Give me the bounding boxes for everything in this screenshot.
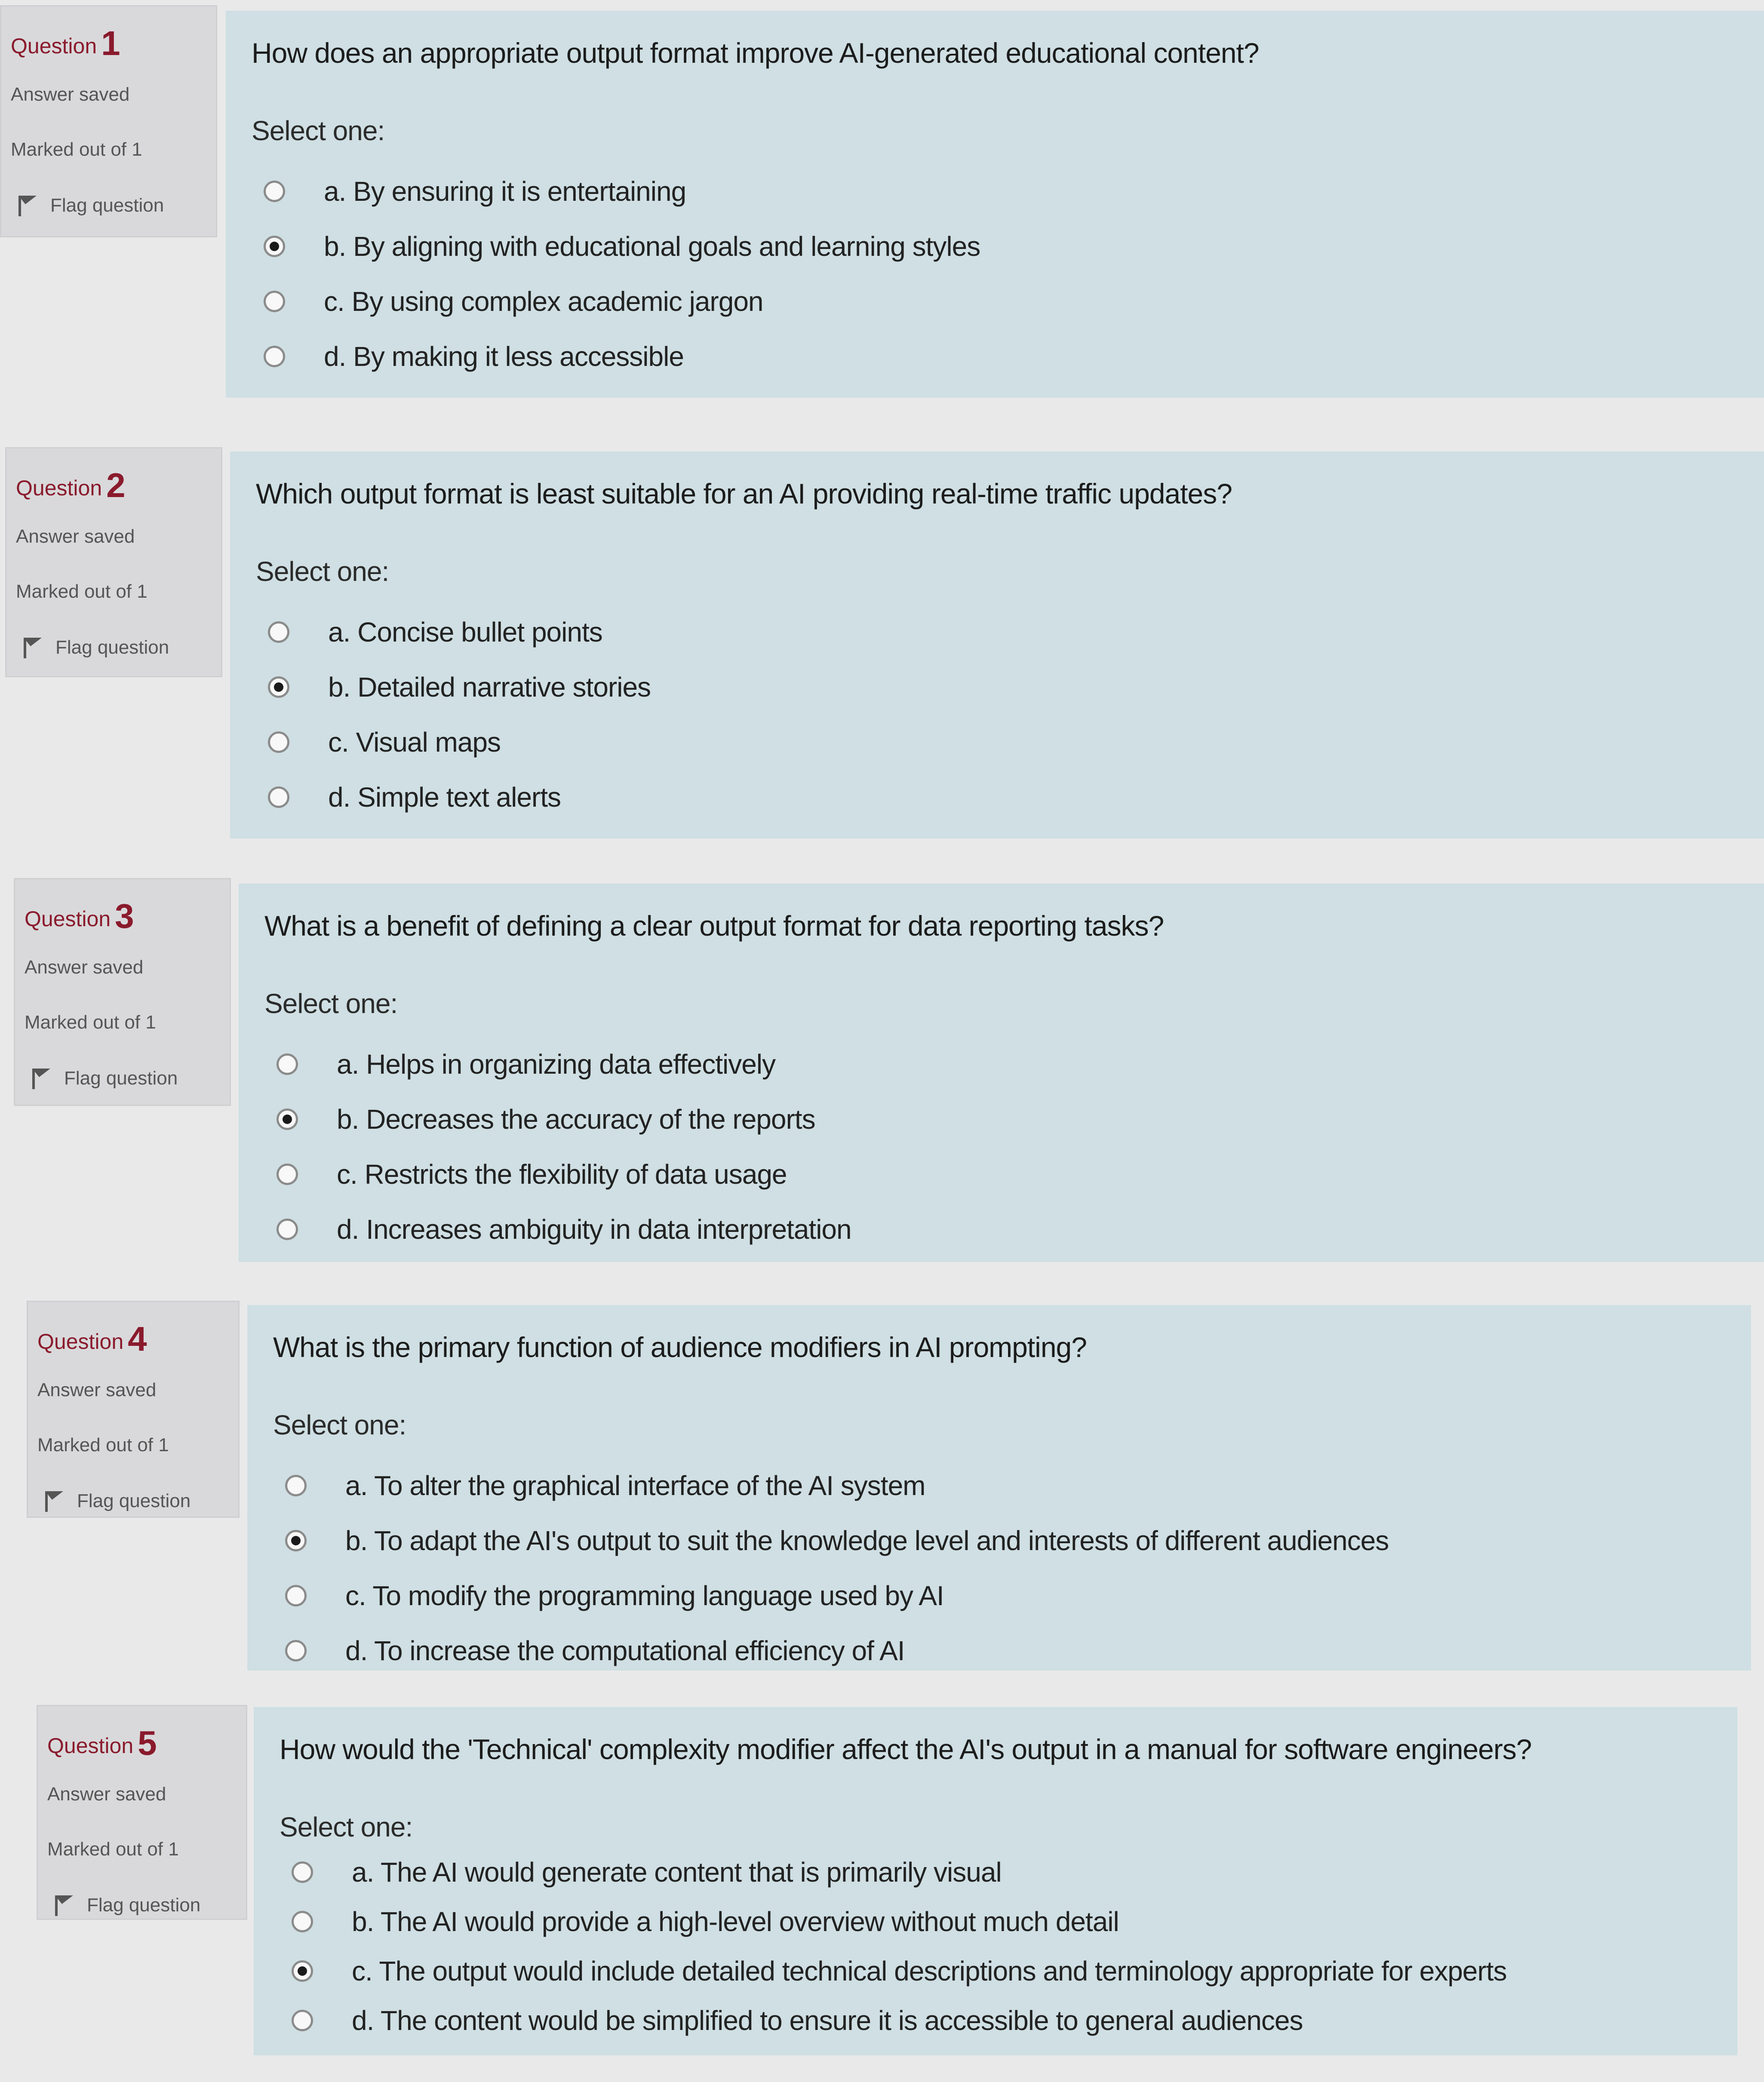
answer-list xyxy=(264,1037,1738,1257)
question-info-box xyxy=(27,1301,240,1518)
question-state: Answer saved xyxy=(16,526,135,547)
answer-option-c[interactable] xyxy=(280,1946,1712,1996)
radio-button[interactable] xyxy=(292,2010,313,2031)
radio-button[interactable] xyxy=(292,1911,313,1932)
question-number xyxy=(25,897,220,936)
answer-label: a. The AI would generate content that is primarily visual xyxy=(352,1856,1002,1888)
radio-button-checked[interactable] xyxy=(277,1109,298,1130)
radio-button[interactable] xyxy=(285,1640,307,1661)
answer-option-c[interactable] xyxy=(273,1568,1725,1623)
answer-option-d[interactable] xyxy=(264,1202,1738,1257)
answer-list xyxy=(252,164,1738,384)
question-number xyxy=(11,24,206,63)
question-number-value: 2 xyxy=(106,466,126,504)
answer-label: a. Helps in organizing data effectively xyxy=(337,1049,775,1080)
question-text: What is the primary function of audience modifiers in AI prompting? xyxy=(273,1331,1087,1363)
flag-question-link[interactable] xyxy=(16,636,212,659)
question-text: Which output format is least suitable for an AI providing real-time traffic updates? xyxy=(256,478,1232,510)
answer-label: b. By aligning with educational goals and learning styles xyxy=(324,231,980,262)
answer-label: d. Simple text alerts xyxy=(328,782,561,813)
question-state: Answer saved xyxy=(37,1379,157,1400)
radio-button[interactable] xyxy=(292,1861,313,1883)
radio-button[interactable] xyxy=(277,1219,298,1240)
answer-option-b[interactable] xyxy=(252,219,1738,274)
answer-label: c. The output would include detailed technical descriptions and terminology appropriate for experts xyxy=(352,1955,1507,1987)
question-text: What is a benefit of defining a clear output format for data reporting tasks? xyxy=(264,910,1164,942)
flag-icon xyxy=(22,636,43,659)
question-info-box xyxy=(14,878,231,1106)
question-grade: Marked out of 1 xyxy=(16,581,148,602)
question-number xyxy=(47,1723,237,1763)
radio-button[interactable] xyxy=(277,1053,298,1075)
answer-label: c. Visual maps xyxy=(328,727,501,758)
answer-option-b[interactable] xyxy=(273,1513,1725,1568)
flag-question-label: Flag question xyxy=(64,1068,178,1089)
answer-label: d. Increases ambiguity in data interpretation xyxy=(337,1214,851,1245)
question-text: How would the 'Technical' complexity modifier affect the AI's output in a manual for software engineers? xyxy=(280,1733,1532,1765)
question-content xyxy=(239,884,1764,1262)
answer-label: c. Restricts the flexibility of data usage xyxy=(337,1159,787,1190)
answer-label: c. To modify the programming language used by AI xyxy=(345,1580,944,1611)
question-state: Answer saved xyxy=(11,84,130,105)
radio-button[interactable] xyxy=(285,1475,307,1496)
answer-option-a[interactable] xyxy=(264,1037,1738,1092)
flag-icon xyxy=(17,194,38,217)
radio-button-checked[interactable] xyxy=(268,676,289,698)
question-number-value: 1 xyxy=(101,24,120,62)
question-number xyxy=(16,466,212,505)
question-grade: Marked out of 1 xyxy=(37,1434,169,1456)
flag-icon xyxy=(31,1067,52,1090)
question-number-value: 4 xyxy=(128,1320,147,1358)
radio-button[interactable] xyxy=(268,621,289,643)
question-info-box xyxy=(5,447,222,677)
answer-option-d[interactable] xyxy=(273,1623,1725,1678)
flag-question-label: Flag question xyxy=(87,1895,201,1916)
radio-button[interactable] xyxy=(277,1164,298,1185)
answer-option-c[interactable] xyxy=(256,715,1738,770)
question-grade: Marked out of 1 xyxy=(11,139,142,160)
question-text: How does an appropriate output format improve AI-generated educational content? xyxy=(252,37,1259,69)
answer-option-b[interactable] xyxy=(264,1092,1738,1147)
flag-icon xyxy=(43,1489,65,1513)
flag-question-label: Flag question xyxy=(50,195,164,216)
flag-question-label: Flag question xyxy=(77,1490,191,1511)
flag-question-label: Flag question xyxy=(55,637,169,658)
answer-option-d[interactable] xyxy=(252,329,1738,384)
answer-label: d. To increase the computational efficiency of AI xyxy=(345,1635,905,1666)
answer-label: c. By using complex academic jargon xyxy=(324,286,763,317)
radio-button[interactable] xyxy=(268,786,289,808)
select-one-prompt: Select one: xyxy=(252,115,385,146)
select-one-prompt: Select one: xyxy=(256,556,389,587)
answer-label: b. The AI would provide a high-level overview without much detail xyxy=(352,1906,1119,1937)
radio-button[interactable] xyxy=(264,291,285,312)
answer-option-b[interactable] xyxy=(256,660,1738,715)
answer-option-c[interactable] xyxy=(264,1147,1738,1202)
flag-question-link[interactable] xyxy=(11,194,206,217)
flag-question-link[interactable] xyxy=(47,1894,237,1917)
answer-option-a[interactable] xyxy=(273,1458,1725,1513)
select-one-prompt: Select one: xyxy=(280,1812,413,1842)
radio-button[interactable] xyxy=(268,731,289,753)
flag-icon xyxy=(53,1894,75,1917)
radio-button[interactable] xyxy=(264,181,285,202)
question-content xyxy=(230,451,1764,838)
question-state: Answer saved xyxy=(47,1784,166,1805)
question-label: Question xyxy=(25,907,111,931)
question-grade: Marked out of 1 xyxy=(47,1839,179,1860)
question-label: Question xyxy=(16,476,102,500)
select-one-prompt: Select one: xyxy=(264,988,398,1019)
question-content xyxy=(254,1707,1737,2055)
question-state: Answer saved xyxy=(25,957,144,978)
question-info-box xyxy=(0,5,217,237)
answer-option-d[interactable] xyxy=(280,1996,1712,2045)
question-content xyxy=(226,11,1764,398)
question-content xyxy=(247,1305,1751,1671)
flag-question-link[interactable] xyxy=(25,1067,220,1090)
question-number xyxy=(37,1319,229,1359)
question-label: Question xyxy=(47,1734,134,1758)
answer-option-c[interactable] xyxy=(252,274,1738,329)
answer-label: b. To adapt the AI's output to suit the knowledge level and interests of different audiences xyxy=(345,1525,1389,1556)
question-grade: Marked out of 1 xyxy=(25,1012,156,1033)
answer-option-a[interactable] xyxy=(280,1847,1712,1897)
answer-option-a[interactable] xyxy=(256,605,1738,660)
answer-label: d. By making it less accessible xyxy=(324,341,684,372)
radio-button-checked[interactable] xyxy=(264,236,285,257)
radio-button-checked[interactable] xyxy=(292,1960,313,1982)
answer-list xyxy=(280,1847,1712,2045)
question-number-value: 3 xyxy=(115,897,134,935)
select-one-prompt: Select one: xyxy=(273,1409,406,1440)
question-number-value: 5 xyxy=(138,1724,157,1762)
flag-question-link[interactable] xyxy=(37,1489,229,1513)
radio-button[interactable] xyxy=(264,346,285,367)
answer-label: b. Detailed narrative stories xyxy=(328,672,651,703)
answer-option-a[interactable] xyxy=(252,164,1738,219)
answer-label: a. By ensuring it is entertaining xyxy=(324,176,686,207)
question-info-box xyxy=(37,1705,247,1920)
answer-label: a. To alter the graphical interface of the AI system xyxy=(345,1470,925,1501)
answer-list xyxy=(256,605,1738,825)
question-label: Question xyxy=(11,34,97,58)
answer-label: a. Concise bullet points xyxy=(328,617,602,648)
answer-option-b[interactable] xyxy=(280,1897,1712,1946)
radio-button[interactable] xyxy=(285,1585,307,1606)
answer-label: b. Decreases the accuracy of the reports xyxy=(337,1104,815,1135)
answer-list xyxy=(273,1458,1725,1678)
radio-button-checked[interactable] xyxy=(285,1530,307,1551)
answer-option-d[interactable] xyxy=(256,770,1738,825)
answer-label: d. The content would be simplified to ensure it is accessible to general audiences xyxy=(352,2005,1303,2036)
question-label: Question xyxy=(37,1330,124,1354)
